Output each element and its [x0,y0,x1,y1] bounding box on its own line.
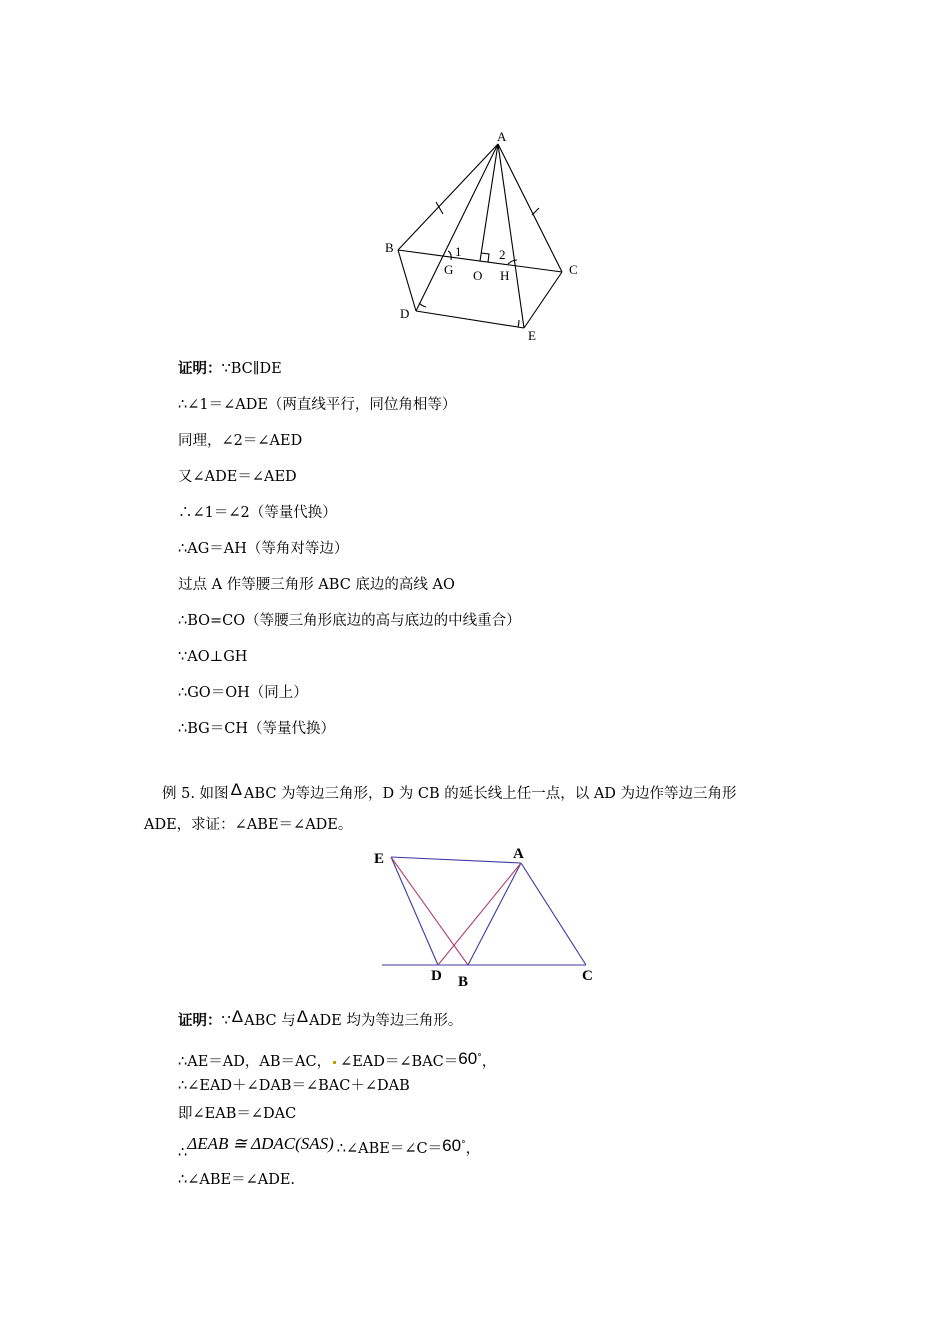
label-E: E [374,851,385,867]
proof2-line-5: ∴ΔEAB ≅ ΔDAC(SAS) ∴∠ABE＝∠C＝60°， [178,1133,481,1161]
segment-DE [416,311,524,328]
figure-1-pyramid-diagram [370,120,590,350]
value-60: 60 [442,1135,462,1155]
label-O: O [473,268,483,283]
delta-symbol: Δ [230,780,242,799]
label-angle-2: 2 [499,247,506,262]
proof1-line-7: 过点 A 作等腰三角形 ABC 底边的高线 AO [178,577,455,593]
right-angle-mark-O [481,253,489,262]
example5-line-2: ADE，求证：∠ABE＝∠ADE。 [144,817,353,833]
proof1-line-8: ∴BO=CO（等腰三角形底边的高与底边的中线重合） [178,613,521,629]
label-D: D [431,968,442,984]
segment-AC [521,863,586,965]
segment-AD [438,863,521,965]
proof2-line-3: ∴∠EAD＋∠DAB＝∠BAC＋∠DAB [178,1078,410,1094]
label-A: A [513,846,524,862]
proof2-line-2: ∴AE＝AD，AB＝AC， ∠EAD＝∠BAC＝60°， [178,1048,497,1070]
proof1-line-9: ∵AO⊥GH [178,649,248,665]
label-C: C [582,968,593,984]
label-C: C [569,262,578,277]
label-A: A [497,129,507,144]
example5-line-1: 例 5. 如图 Δ ABC 为等边三角形，D 为 CB 的延长线上任一点，以 AD 为边作等边三角形 [162,780,737,802]
angle-mark-E [518,320,519,327]
label-angle-1: 1 [455,244,462,259]
proof2-line-6: ∴∠ABE＝∠ADE. [178,1172,296,1188]
segment-ED [391,857,438,965]
label-G: G [444,262,454,277]
small-mark [333,1061,336,1064]
proof1-line-4: 又∠ADE＝∠AED [178,469,297,485]
segment-EB [391,857,468,965]
proof-label: 证明： [178,360,222,377]
segment-AB [398,144,498,250]
segment-BD [398,250,416,311]
label-B: B [458,974,469,990]
congruence-formula: ΔEAB ≅ ΔDAC(SAS) [187,1133,334,1153]
proof1-line-6: ∴AG＝AH（等角对等边） [178,541,349,557]
segment-EA [391,857,521,863]
delta-symbol: Δ [231,1007,244,1026]
proof1-line-10: ∴GO＝OH（同上） [178,685,308,701]
segment-AC [498,144,562,272]
proof1-line-5: ∴∠1＝∠2（等量代换） [178,505,337,521]
proof2-line-4: 即∠EAB＝∠DAC [178,1106,297,1122]
segment-AB [468,863,521,965]
label-D: D [400,306,410,321]
label-E: E [528,328,536,343]
proof2-line-1: 证明：∵ΔABC 与ΔADE 均为等边三角形。 [178,1007,463,1029]
proof1-line-3: 同理，∠2＝∠AED [178,433,303,449]
proof1-line-11: ∴BG＝CH（等量代换） [178,721,335,737]
proof-label: 证明： [178,1012,222,1029]
label-H: H [500,268,510,283]
segment-CE [524,272,562,328]
tick-mark-AC [532,208,539,215]
proof1-line-1: 证明：∵BC∥DE [178,360,282,377]
angle-arc-2 [508,260,517,264]
segment-AE [498,144,524,328]
label-B: B [385,240,394,255]
value-60: 60 [458,1048,478,1068]
angle-mark-D [419,303,426,307]
proof1-line-2: ∴∠1＝∠ADE（两直线平行，同位角相等） [178,397,457,413]
delta-symbol: Δ [296,1007,309,1026]
figure-2-triangles-diagram [370,840,610,990]
angle-arc-1 [448,251,451,260]
